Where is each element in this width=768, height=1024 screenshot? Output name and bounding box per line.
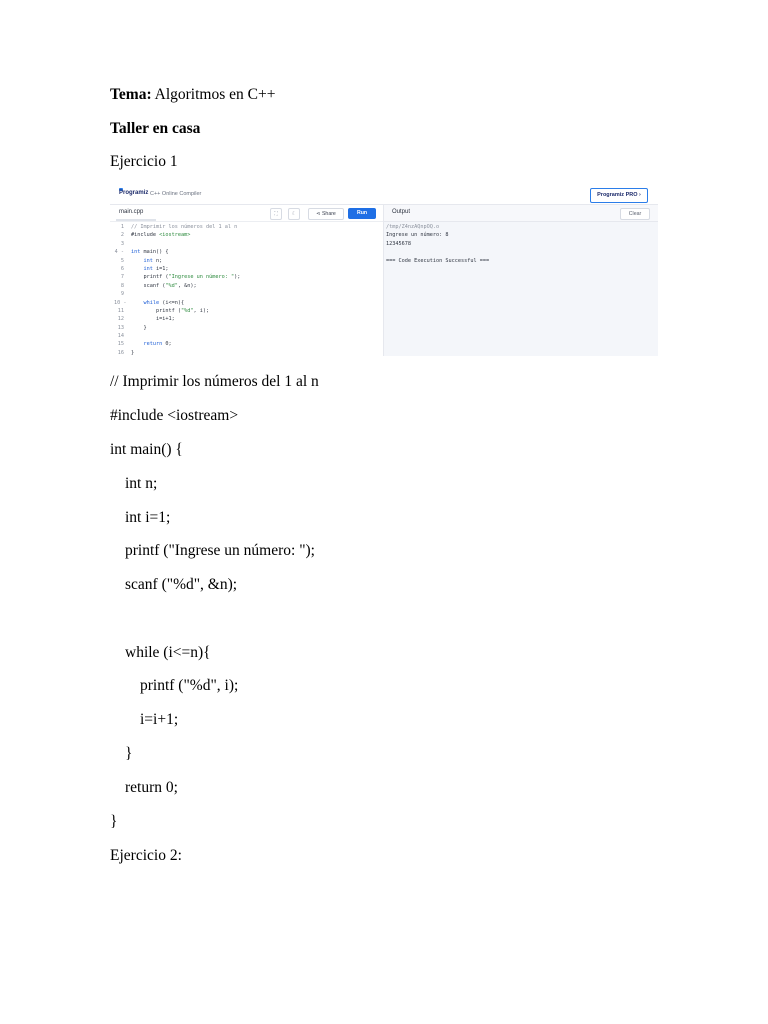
code-line-printf-prompt: printf ("Ingrese un número: ");	[125, 542, 315, 559]
editor-code-line	[110, 349, 383, 356]
line-number: 2	[120, 232, 124, 239]
line-text: }	[131, 349, 135, 356]
tab-underline	[116, 219, 156, 221]
line-text: // Imprimir los números del 1 al n	[131, 224, 238, 230]
code-line-increment: i=i+1;	[140, 711, 179, 728]
editor-code-line	[110, 248, 383, 256]
editor-toolbar	[110, 205, 383, 222]
programiz-logo: Programiz	[119, 190, 149, 196]
line-number: 14	[117, 333, 124, 340]
line-text: int n;	[143, 257, 163, 264]
programiz-pro-button: Programiz PRO ›	[590, 188, 648, 203]
code-line-while-close: }	[125, 745, 133, 762]
share-label: Share	[321, 211, 336, 217]
line-number: 10 -	[114, 299, 127, 306]
output-title: Output	[392, 209, 411, 215]
line-number: 12	[117, 316, 124, 323]
editor-code-line	[110, 307, 383, 315]
output-line: /tmp/Z4nzAQnpOQ.o	[386, 224, 440, 230]
editor-code-line	[110, 290, 383, 298]
topic-line	[110, 85, 275, 105]
editor-code-line	[110, 231, 383, 239]
exercise-1-title: Ejercicio 1	[110, 153, 178, 170]
code-lines	[110, 223, 383, 356]
code-line-return: return 0;	[125, 779, 178, 796]
editor-code-line	[110, 240, 383, 248]
share-icon: ⋖	[316, 211, 322, 217]
output-line: === Code Execution Successful ===	[386, 257, 490, 264]
line-number: 7	[120, 274, 124, 281]
topic-value: Algoritmos en C++	[151, 86, 276, 103]
code-editor	[110, 205, 384, 356]
editor-code-line	[110, 265, 383, 273]
run-button: Run	[348, 208, 376, 219]
code-line-main: int main() {	[110, 441, 183, 458]
line-text: printf ("Ingrese un número: ");	[131, 274, 241, 281]
editor-code-line	[110, 332, 383, 340]
output-line: 12345678	[386, 240, 411, 247]
code-line-scanf: scanf ("%d", &n);	[125, 576, 238, 593]
output-line: Ingrese un número: 8	[386, 232, 449, 239]
line-text: printf ("%d", i);	[131, 307, 210, 314]
line-text: return 0;	[143, 341, 172, 348]
line-number: 13	[117, 324, 124, 331]
share-button	[308, 208, 344, 220]
output-panel	[384, 205, 658, 356]
line-number: 8	[120, 282, 124, 289]
editor-code-line	[110, 273, 383, 281]
editor-code-line	[110, 299, 383, 307]
compiler-subtitle: C++ Online Compiler	[150, 191, 202, 197]
output-header	[384, 205, 658, 222]
line-text: int i=1;	[143, 265, 169, 272]
line-text: }	[131, 324, 147, 331]
compiler-screenshot	[110, 186, 658, 356]
editor-code-line	[110, 257, 383, 265]
line-number: 1	[120, 224, 124, 230]
line-text: int main() {	[131, 249, 169, 256]
editor-code-line	[110, 324, 383, 332]
code-line-int-i: int i=1;	[125, 509, 171, 526]
code-line-main-close: }	[110, 813, 118, 830]
output-line	[386, 248, 489, 256]
line-number: 4 -	[114, 249, 124, 256]
line-number: 5	[120, 257, 124, 264]
line-text: scanf ("%d", &n);	[131, 282, 197, 289]
workshop-heading: Taller en casa	[110, 120, 201, 137]
code-line-printf-i: printf ("%d", i);	[140, 677, 239, 694]
editor-code-line	[110, 340, 383, 348]
output-lines	[386, 223, 489, 265]
line-number: 11	[117, 307, 124, 314]
tab-main-cpp: main.cpp	[119, 209, 144, 215]
clear-button: Clear	[620, 208, 650, 220]
fullscreen-icon: ⛶	[270, 208, 282, 220]
line-number: 3	[120, 240, 124, 247]
line-text: while (i<=n){	[143, 299, 185, 306]
code-line-include: #include <iostream>	[110, 407, 239, 424]
line-number: 9	[120, 291, 124, 298]
code-line-while: while (i<=n){	[125, 644, 211, 661]
code-line-comment: // Imprimir los números del 1 al n	[110, 373, 319, 390]
exercise-2-title: Ejercicio 2:	[110, 847, 182, 864]
editor-code-line	[110, 315, 383, 323]
line-text: i=i+1;	[131, 316, 175, 323]
editor-code-line	[110, 223, 383, 231]
topic-label: Tema:	[110, 86, 152, 103]
code-line-int-n: int n;	[125, 475, 158, 492]
line-number: 15	[117, 341, 124, 348]
editor-code-line	[110, 282, 383, 290]
compiler-topbar	[110, 186, 658, 205]
line-number: 16	[117, 349, 124, 356]
dark-mode-icon: ☾	[288, 208, 300, 220]
line-number: 6	[120, 265, 124, 272]
line-text: #include <iostream>	[131, 232, 191, 239]
